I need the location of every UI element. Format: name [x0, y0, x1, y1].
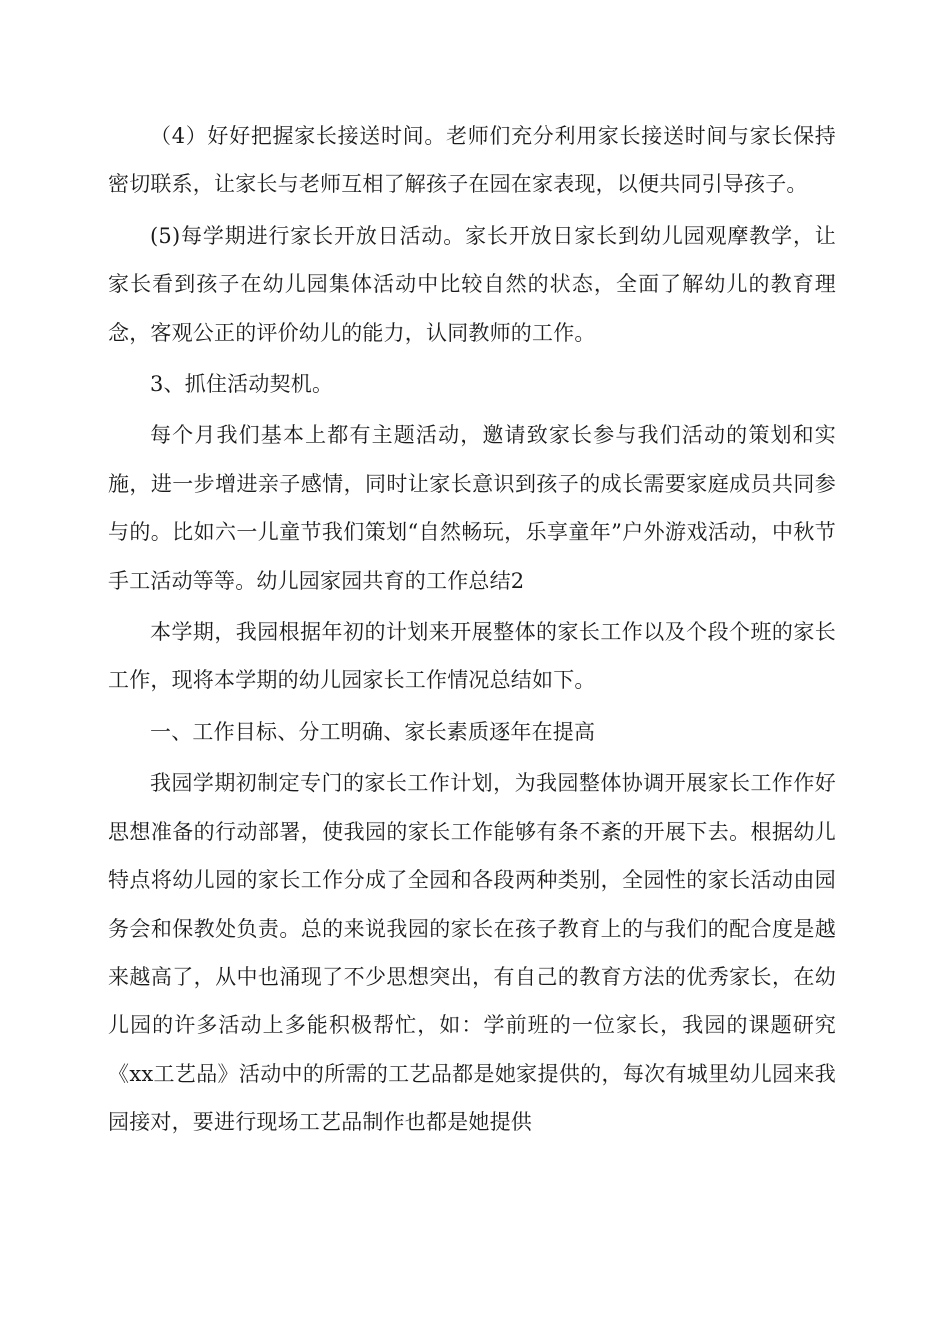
paragraph-parent-pickup: （4）好好把握家长接送时间。老师们充分利用家长接送时间与家长保持密切联系，让家长与老师互相了解孩子在园在家表现，以便共同引导孩子。 [108, 124, 836, 197]
paragraph-work-plan: 我园学期初制定专门的家长工作计划，为我园整体协调开展家长工作作好思想准备的行动部署，使我园的家长工作能够有条不紊的开展下去。根据幼儿特点将幼儿园的家长工作分成了全园和各段两种类别，全园性的家长活动由园务会和保教处负责。总的来说我园的家长在孩子教育上的与我们的配合度是越来越高了，从中也涌现了不少思想突出，有自己的教育方法的优秀家长，在幼儿园的许多活动上多能积极帮忙，如：学前班的一位家长，我园的课题研究《xx工艺品》活动中的所需的工艺品都是她家提供的，每次有城里幼儿园来我园接对，要进行现场工艺品制作也都是她提供 [108, 771, 836, 1135]
paragraph-section-heading: 一、工作目标、分工明确、家长素质逐年在提高 [150, 719, 596, 744]
document-page [108, 112, 836, 1147]
paragraph-activity-heading: 3、抓住活动契机。 [150, 372, 334, 397]
paragraph-semester-intro: 本学期，我园根据年初的计划来开展整体的家长工作以及个段个班的家长工作，现将本学期的幼儿园家长工作情况总结如下。 [108, 620, 836, 693]
paragraph-open-day: (5)每学期进行家长开放日活动。家长开放日家长到幼儿园观摩教学，让家长看到孩子在幼儿园集体活动中比较自然的状态，全面了解幼儿的教育理念，客观公正的评价幼儿的能力，认同教师的工作。 [108, 223, 836, 345]
paragraph-monthly-activities: 每个月我们基本上都有主题活动，邀请致家长参与我们活动的策划和实施，进一步增进亲子感情，同时让家长意识到孩子的成长需要家庭成员共同参与的。比如六一儿童节我们策划“自然畅玩，乐享童年”户外游戏活动，中秋节手工活动等等。幼儿园家园共育的工作总结2 [108, 423, 836, 593]
